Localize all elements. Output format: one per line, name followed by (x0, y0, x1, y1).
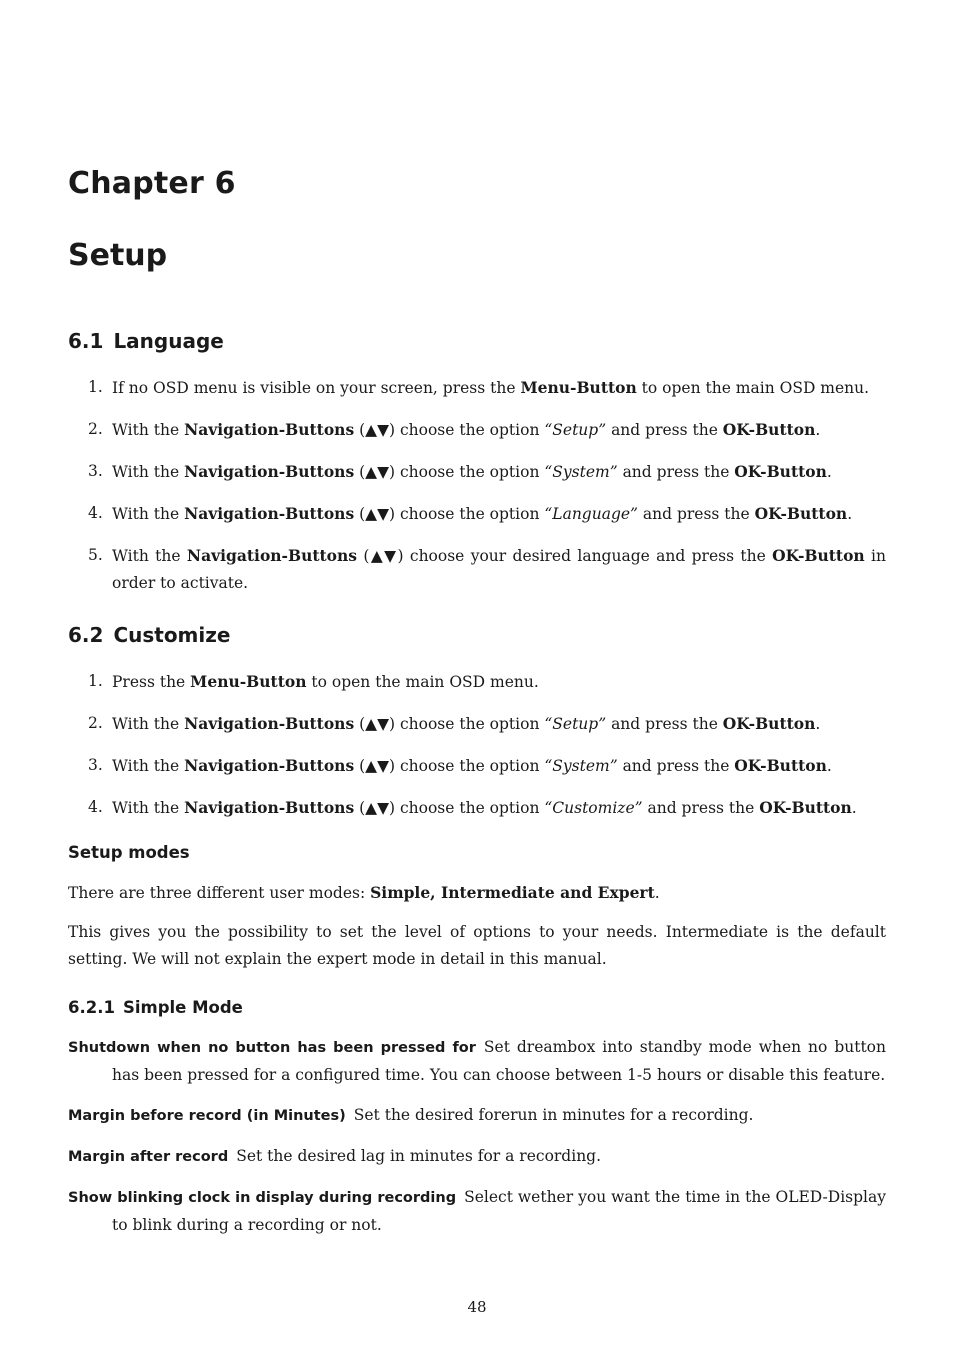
section-title: Customize (113, 623, 231, 647)
option-term: Margin after record (68, 1149, 229, 1165)
option-description: Select wether you want the time in the OLED-Display to blink during a recording or not. (112, 1188, 886, 1234)
chapter-label: Chapter 6 (68, 166, 236, 201)
list-item: 4. With the Navigation-Buttons (▲▼) choose the option “Customize” and press the OK-Button. (88, 798, 857, 817)
page-number: 48 (467, 1298, 487, 1316)
section-number: 6.2 (68, 623, 104, 647)
option-item (68, 1102, 886, 1130)
option-item (68, 1034, 886, 1089)
setup-modes-paragraph-1: There are three different user modes: Simple, Intermediate and Expert. (68, 883, 660, 902)
list-item: 2. With the Navigation-Buttons (▲▼) choose the option “Setup” and press the OK-Button. (88, 714, 821, 733)
option-description: Set the desired forerun in minutes for a recording. (353, 1106, 754, 1124)
option-term: Shutdown when no button has been pressed for (68, 1040, 476, 1056)
chapter-title: Setup (68, 238, 168, 273)
list-item: 1. Press the Menu-Button to open the main OSD menu. (88, 672, 539, 691)
option-term: Show blinking clock in display during recording (68, 1190, 457, 1206)
language-steps-list (68, 374, 886, 611)
list-item: 1. If no OSD menu is visible on your screen, press the Menu-Button to open the main OSD menu. (88, 378, 870, 397)
subsection-number: 6.2.1 (68, 998, 115, 1017)
setup-modes-heading: Setup modes (68, 843, 190, 862)
list-item: 5. With the Navigation-Buttons (▲▼) choose your desired language and press the OK-Button in order to activate. (88, 546, 886, 592)
list-item: 4. With the Navigation-Buttons (▲▼) choose the option “Language” and press the OK-Button. (88, 504, 853, 523)
list-item: 3. With the Navigation-Buttons (▲▼) choose the option “System” and press the OK-Button. (88, 756, 832, 775)
option-term: Margin before record (in Minutes) (68, 1108, 346, 1124)
section-heading-customize (68, 623, 230, 647)
section-title: Language (113, 329, 224, 353)
section-number: 6.1 (68, 329, 104, 353)
list-item: 2. With the Navigation-Buttons (▲▼) choose the option “Setup” and press the OK-Button. (88, 420, 821, 439)
subsection-heading-simple-mode (68, 998, 243, 1017)
customize-steps-list (68, 668, 886, 836)
simple-mode-options-list (68, 1034, 886, 1252)
option-description: Set dreambox into standby mode when no button has been pressed for a configured time. You can choose between 1-5 hours or disable this feature. (112, 1038, 886, 1084)
section-heading-language (68, 329, 224, 353)
subsection-title: Simple Mode (122, 998, 243, 1017)
option-description: Set the desired lag in minutes for a recording. (236, 1147, 602, 1165)
setup-modes-paragraph-2: This gives you the possibility to set the level of options to your needs. Intermediate is the default setting. We will not explain the expert mode in detail in this manual. (68, 923, 886, 968)
list-item: 3. With the Navigation-Buttons (▲▼) choose the option “System” and press the OK-Button. (88, 462, 832, 481)
option-item (68, 1184, 886, 1239)
document-page (68, 0, 886, 1350)
option-item (68, 1143, 886, 1171)
